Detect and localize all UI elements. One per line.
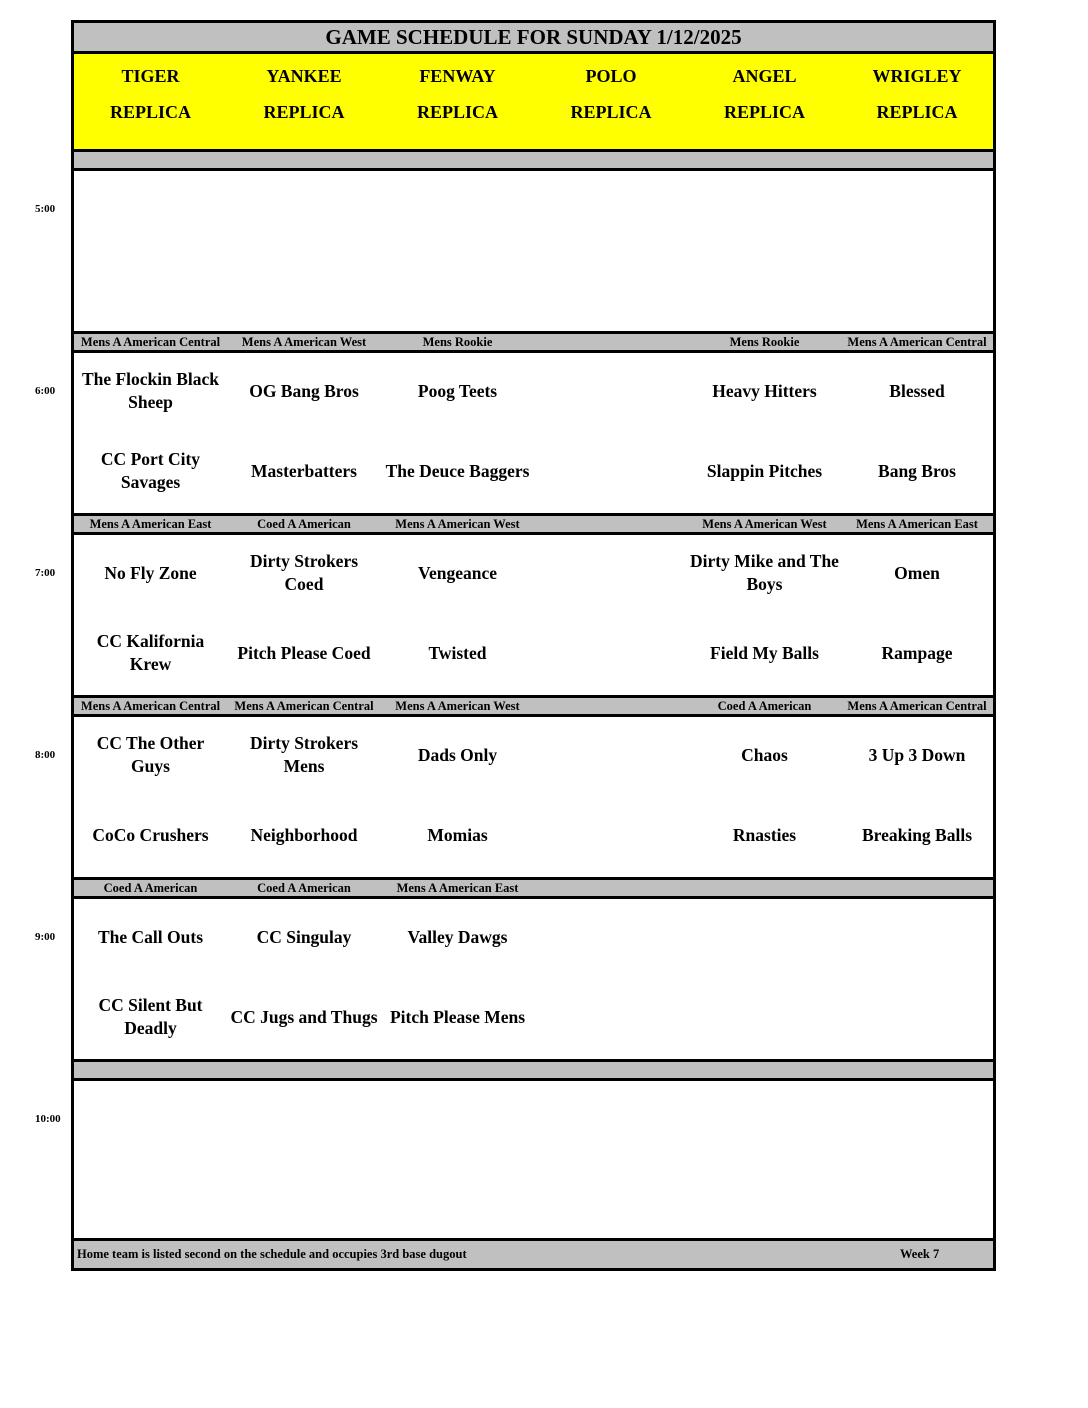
division-label [841,877,993,899]
division-label [227,149,384,171]
game-cell [534,535,691,693]
game-cell [534,171,691,329]
game-cell [381,171,537,329]
visiting-team: Dads Only [417,744,498,765]
game-cell [74,717,230,875]
division-label: Mens A American West [381,513,537,535]
visiting-team: Valley Dawgs [407,926,508,947]
game-cell [227,1081,384,1239]
home-team [74,1169,227,1229]
field-subtitle: REPLICA [416,102,498,122]
home-team: Field My Balls [710,642,819,663]
division-label [381,149,537,171]
game-cell [688,353,844,511]
home-team [534,441,688,501]
home-team: Rnasties [732,824,797,845]
visiting-team: Omen [894,562,940,583]
division-label [534,149,691,171]
home-team [381,1169,534,1229]
division-label: Mens A American West [688,513,844,535]
game-cell [534,717,691,875]
home-team: Momias [427,824,488,845]
visiting-team: Dirty Strokers Coed [249,551,359,594]
division-label: Mens Rookie [688,331,844,353]
visiting-team: The Call Outs [97,926,204,947]
visiting-team [688,907,841,967]
home-team [534,1169,688,1229]
division-label: Mens A American West [227,331,384,353]
game-cell [381,1081,537,1239]
visiting-team [841,907,993,967]
visiting-team: Vengeance [417,562,498,583]
time-label: 9:00 [35,931,56,943]
home-team: CC Silent But Deadly [98,995,203,1038]
visiting-team [841,1089,993,1149]
game-cell [227,171,384,329]
home-team: Bang Bros [878,460,956,481]
home-team [688,987,841,1047]
game-cell [841,899,993,1057]
game-cell [227,353,384,511]
footer-note: Home team is listed second on the schedule and occupies 3rd base dugout [77,1247,467,1261]
division-label: Mens Rookie [381,331,537,353]
home-team: CC Jugs and Thugs [230,1006,378,1027]
home-team: Pitch Please Mens [389,1006,526,1027]
division-label: Mens A American East [74,513,230,535]
game-cell [381,353,537,511]
field-name: ANGEL [732,66,797,86]
division-label: Mens A American Central [841,695,993,717]
home-team: Masterbatters [251,460,357,481]
home-team [534,987,688,1047]
home-team [534,623,688,683]
division-label [74,149,230,171]
home-team: Pitch Please Coed [237,642,371,663]
game-cell [688,717,844,875]
visiting-team [74,179,227,239]
home-team: Rampage [881,642,953,663]
division-label: Mens A American East [381,877,537,899]
game-cell [534,1081,691,1239]
visiting-team: OG Bang Bros [249,380,359,401]
visiting-team: Dirty Mike and The Boys [690,551,839,594]
field-header-2 [381,54,537,149]
home-team [841,259,993,319]
game-cell [381,535,537,693]
game-cell [841,1081,993,1239]
visiting-team: Blessed [889,380,945,401]
visiting-team [381,1089,534,1149]
division-label [381,1059,537,1081]
game-cell [534,353,691,511]
game-cell [74,353,230,511]
field-subtitle: REPLICA [109,102,191,122]
field-name: WRIGLEY [872,66,962,86]
game-cell [534,899,691,1057]
division-label [688,149,844,171]
field-subtitle: REPLICA [263,102,345,122]
page-title: GAME SCHEDULE FOR SUNDAY 1/12/2025 [74,23,993,54]
division-label [841,1059,993,1081]
division-label [534,331,691,353]
visiting-team [227,1089,381,1149]
home-team [841,1169,993,1229]
field-header-1 [227,54,384,149]
home-team: Twisted [428,642,487,663]
footer-bar [74,1238,993,1268]
home-team [534,805,688,865]
home-team: CoCo Crushers [92,824,209,845]
division-label: Coed A American [688,695,844,717]
home-team [688,1169,841,1229]
visiting-team [841,179,993,239]
division-label [74,1059,230,1081]
home-team: Neighborhood [250,824,358,845]
visiting-team [381,179,534,239]
field-subtitle: REPLICA [723,102,805,122]
home-team [381,259,534,319]
division-label: Mens A American East [841,513,993,535]
division-label [534,877,691,899]
home-team: Breaking Balls [861,824,973,845]
game-cell [74,535,230,693]
visiting-team: Heavy Hitters [712,380,817,401]
visiting-team [688,179,841,239]
game-cell [688,171,844,329]
home-team: The Deuce Baggers [385,460,530,481]
game-cell [381,899,537,1057]
home-team: CC Port City Savages [100,449,201,492]
time-label: 10:00 [35,1113,61,1125]
game-cell [841,717,993,875]
home-team [74,259,227,319]
field-header-4 [688,54,844,149]
visiting-team [534,361,688,421]
division-label: Coed A American [227,877,384,899]
home-team: Slappin Pitches [706,460,823,481]
game-cell [688,1081,844,1239]
visiting-team [534,543,688,603]
game-cell [688,899,844,1057]
division-label: Coed A American [227,513,384,535]
time-label: 5:00 [35,203,56,215]
field-subtitle: REPLICA [876,102,958,122]
week-label: Week 7 [900,1247,940,1261]
visiting-team: CC Singulay [256,926,352,947]
division-label: Mens A American Central [74,331,230,353]
division-label [227,1059,384,1081]
field-header-5 [841,54,993,149]
game-cell [841,353,993,511]
game-cell [74,899,230,1057]
game-cell [381,717,537,875]
game-cell [74,171,230,329]
division-label [688,1059,844,1081]
visiting-team [688,1089,841,1149]
game-cell [841,535,993,693]
division-label: Mens A American Central [227,695,384,717]
field-name: POLO [585,66,637,86]
division-label: Mens A American Central [841,331,993,353]
time-label: 6:00 [35,385,56,397]
division-label [688,877,844,899]
field-name: TIGER [121,66,180,86]
field-name: YANKEE [266,66,342,86]
visiting-team: 3 Up 3 Down [868,744,966,765]
home-team [227,259,381,319]
field-header-0 [74,54,230,149]
visiting-team: The Flockin Black Sheep [81,369,220,412]
field-subtitle: REPLICA [570,102,652,122]
home-team [688,259,841,319]
division-label [841,149,993,171]
field-name: FENWAY [419,66,496,86]
time-label: 8:00 [35,749,56,761]
game-cell [841,171,993,329]
visiting-team: CC The Other Guys [96,733,205,776]
home-team [841,987,993,1047]
visiting-team [534,179,688,239]
visiting-team [534,725,688,785]
visiting-team: No Fly Zone [104,562,197,583]
game-cell [227,535,384,693]
visiting-team: Chaos [741,744,788,765]
visiting-team: Dirty Strokers Mens [249,733,359,776]
visiting-team [534,1089,688,1149]
division-label [534,695,691,717]
home-team: CC Kalifornia Krew [96,631,205,674]
game-cell [74,1081,230,1239]
division-label: Mens A American West [381,695,537,717]
home-team [227,1169,381,1229]
home-team [534,259,688,319]
visiting-team [74,1089,227,1149]
division-label [534,513,691,535]
division-label: Coed A American [74,877,230,899]
visiting-team: Poog Teets [417,380,498,401]
division-label [534,1059,691,1081]
schedule-sheet [71,20,996,1271]
visiting-team [227,179,381,239]
game-cell [227,899,384,1057]
game-cell [227,717,384,875]
time-label: 7:00 [35,567,56,579]
visiting-team [534,907,688,967]
division-label: Mens A American Central [74,695,230,717]
game-cell [688,535,844,693]
field-header-3 [534,54,691,149]
